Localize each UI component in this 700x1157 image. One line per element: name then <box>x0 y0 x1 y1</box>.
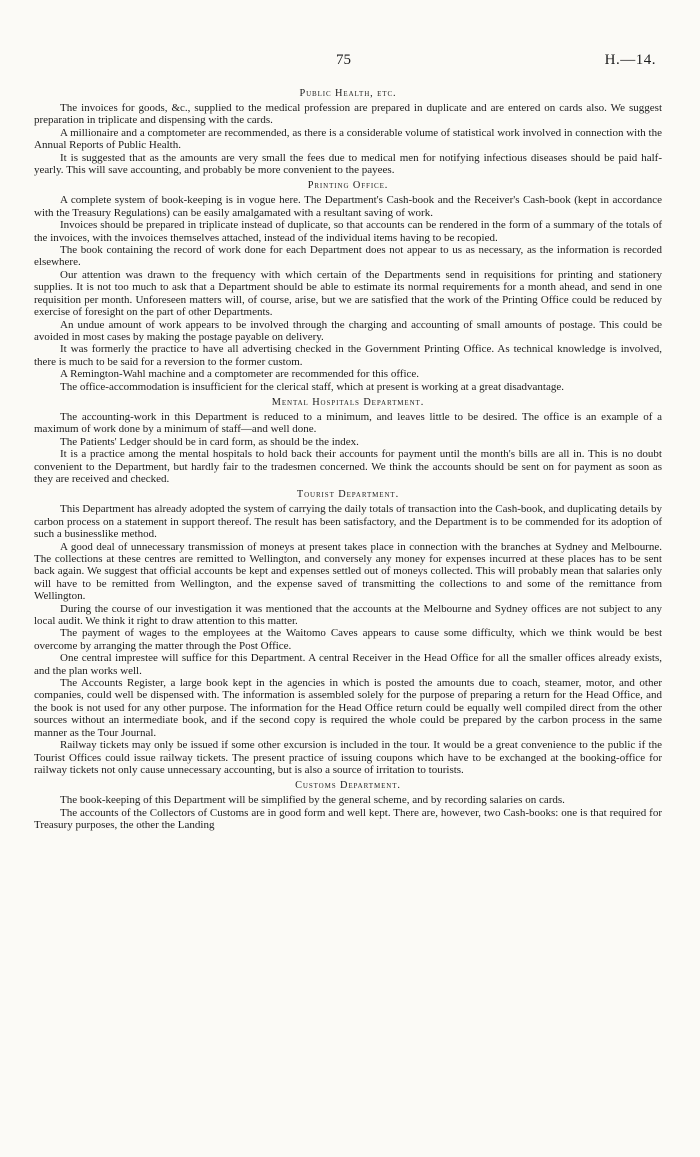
paragraph: The payment of wages to the employees at the Waitomo Caves appears to cause some difficulty, which we think would be best overcome by arranging the matter through the Post Office. <box>34 627 662 652</box>
document-reference: H.—14. <box>604 52 656 68</box>
paragraph: It is a practice among the mental hospitals to hold back their accounts for payment until the month's bills are all in. This is no doubt convenient to the Department, but hardly fair to the tradesmen concerned. We think the accounts should be sent on for payment as soon as they are received and checked. <box>34 448 662 485</box>
paragraph: A good deal of unnecessary transmission of moneys at present takes place in connection with the branches at Sydney and Melbourne. The collections at these centres are remitted to Wellington, and conversely any money for expenses incurred at these places has to be sent back again. We suggest that official accounts be kept and expenses settled out of moneys collected. This will probably mean that salaries only will have to be remitted from Wellington, and the expense saved of transmitting the collections to and some of the remittance from Wellington. <box>34 540 662 603</box>
paragraph: During the course of our investigation it was mentioned that the accounts at the Melbourne and Sydney offices are not subject to any local audit. We think it right to draw attention to this matter. <box>34 602 662 628</box>
section-heading-customs-department: Customs Department. <box>295 780 401 792</box>
paragraph: The book containing the record of work done for each Department does not appear to us as necessary, as the information is recorded elsewhere. <box>34 244 662 269</box>
paragraph: A Remington-Wahl machine and a comptometer are recommended for this office. <box>60 368 420 381</box>
paragraph: The office-accommodation is insufficient for the clerical staff, which at present is working at a great disadvantage. <box>60 380 564 393</box>
page-header <box>0 52 700 74</box>
paragraph: The Accounts Register, a large book kept in the agencies in which is posted the amounts due to coach, steamer, motor, and other companies, could well be dispensed with. The information is assembled solely for the purpose of preparing a return for the Head Office, and the book is not used for any other purpose. The information for the Head Office return could be equally well compiled direct from the other sources without an intermediate book, and if the second copy is required the whole could be prepared by the carbon process in the same manner as the Tour Journal. <box>34 677 662 739</box>
paragraph: The Patients' Ledger should be in card form, as should be the index. <box>60 435 359 448</box>
paragraph: The accounts of the Collectors of Customs are in good form and well kept. There are, however, two Cash-books: one is that required for Treasury purposes, the other the Landing <box>34 806 662 832</box>
document-body <box>34 84 662 832</box>
section-heading-printing-office: Printing Office. <box>307 180 389 192</box>
paragraph: Invoices should be prepared in triplicate instead of duplicate, so that accounts can be rendered in the form of a summary of the totals of the invoices, with the invoices themselves attached, instead of the individual items having to be recopied. <box>34 219 662 244</box>
paragraph: Our attention was drawn to the frequency with which certain of the Departments send in requisitions for printing and stationery supplies. It is not too much to ask that a Department should be able to estimate its normal requirements for a month ahead, and send in one requisition per month. Unforeseen matters will, of course, arise, but we are satisfied that the work of the Printing Office could be reduced by exercise of foresight on the part of other Departments. <box>34 268 662 319</box>
section-heading-public-health: Public Health, etc. <box>299 88 397 99</box>
paragraph: A millionaire and a comptometer are recommended, as there is a considerable volume of statistical work involved in connection with the Annual Reports of Public Health. <box>34 126 662 152</box>
paragraph: Railway tickets may only be issued if some other excursion is included in the tour. It would be a great convenience to the public if the Tourist Offices could issue railway tickets. The present practice of issuing coupons which have to be exchanged at the booking-office for railway tickets not only cause unnecessary accounting, but is also a source of irritation to tourists. <box>34 739 662 776</box>
paragraph: It is suggested that as the amounts are very small the fees due to medical men for notifying infectious diseases should be paid half-yearly. This will save accounting, and probably be more convenient to the payees. <box>34 151 662 177</box>
paragraph: An undue amount of work appears to be involved through the charging and accounting of small amounts of postage. This could be avoided in most cases by making the postage payable on delivery. <box>34 318 662 343</box>
paragraph: The invoices for goods, &c., supplied to the medical profession are prepared in duplicate and are entered on cards also. We suggest preparation in triplicate and dispensing with the cards. <box>34 102 662 127</box>
paragraph: A complete system of book-keeping is in vogue here. The Department's Cash-book and the Receiver's Cash-book (kept in accordance with the Treasury Regulations) can be easily amalgamated with a resultant saving of work. <box>34 194 662 219</box>
paragraph: The book-keeping of this Department will be simplified by the general scheme, and by recording salaries on cards. <box>60 794 565 807</box>
paragraph: The accounting-work in this Department is reduced to a minimum, and leaves little to be desired. The office is an example of a maximum of work done by a minimum of staff—and well done. <box>34 410 662 436</box>
section-heading-mental-hospitals: Mental Hospitals Department. <box>271 396 425 408</box>
paragraph: One central imprestee will suffice for this Department. A central Receiver in the Head Office for all the smaller offices already exists, and the plan works well. <box>34 652 662 677</box>
section-heading-tourist-department: Tourist Department. <box>296 489 400 501</box>
paragraph: It was formerly the practice to have all advertising checked in the Government Printing Office. As technical knowledge is involved, there is much to be said for a reversion to the former custom. <box>34 343 662 368</box>
paragraph: This Department has already adopted the system of carrying the daily totals of transaction into the Cash-book, and duplicating details by carbon process on a statement in support thereof. The result has been satisfactory, and the Department is to be commended for its adoption of such a businesslike method. <box>34 503 662 541</box>
page-number: 75 <box>336 52 351 68</box>
